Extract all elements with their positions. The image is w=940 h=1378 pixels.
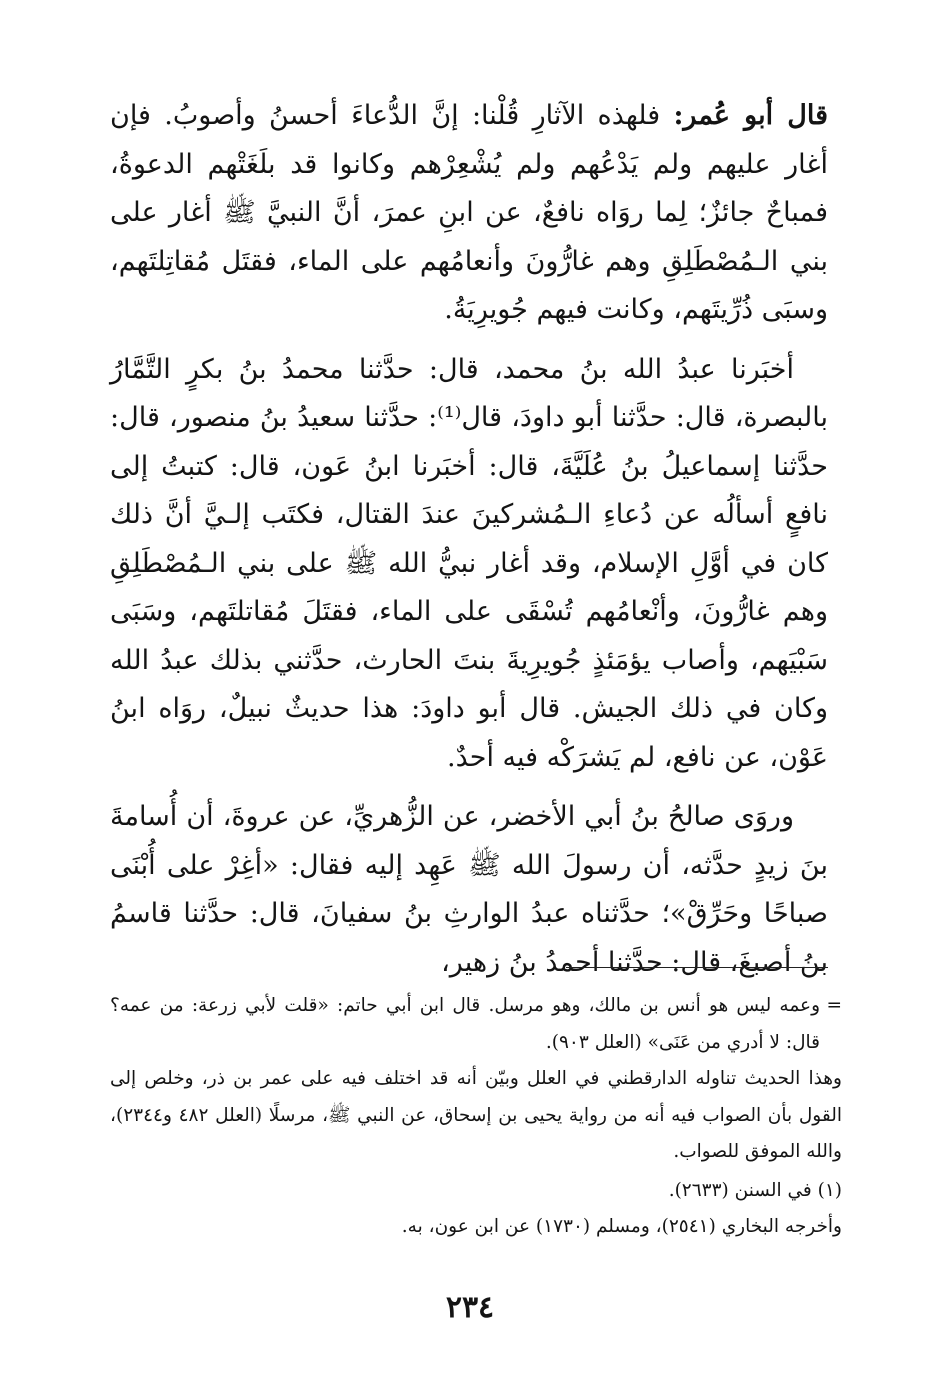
paragraph-1-text: فلهذه الآثارِ قُلْنا: إنَّ الدُّعاءَ أحسنُ وأصوبُ. فإن أغار عليهم ولم يَدْعُهم ولم يُشْعِرْهم وكانوا قد بلَغَتْهم الدعوةُ، فمباحٌ جائزٌ؛ لِما روَاه نافعٌ، عن ابنِ عمرَ، أنَّ النبيَّ ﷺ أغار على بني الـمُصْطَلِقِ وهم غارُّونَ وأنعامُهم على الماء، فقتَل مُقاتِلتَهم، وسبَى ذُرِّيتَهم، وكانت فيهم جُويرِيَةُ. <box>110 100 828 325</box>
footnote-continuation-1-text: وعمه ليس هو أنس بن مالك، وهو مرسل. قال ابن أبي حاتم: «قلت لأبي زرعة: من عمه؟ قال: لا أدري من عَنَى» (العلل ٩٠٣). <box>110 995 820 1053</box>
main-text <box>110 92 828 987</box>
footnote-continuation-1 <box>110 988 842 1061</box>
paragraph-1 <box>110 92 828 335</box>
footnote-1: (١) في السنن (٢٦٣٣). <box>668 1179 842 1201</box>
footnotes <box>110 988 842 1246</box>
paragraph-1-lead: قال أبو عُمر: <box>673 100 828 131</box>
footnote-1-extra: وأخرجه البخاري (٢٥٤١)، ومسلم (١٧٣٠) عن ابن عون، به. <box>401 1216 842 1237</box>
footnote-separator <box>566 967 828 968</box>
page-number: ٢٣٤ <box>445 1290 495 1325</box>
paragraph-2: أخبَرنا عبدُ الله بنُ محمد، قال: حدَّثنا محمدُ بنُ بكرٍ التَّمَّارُ بالبصرة، قال: حدَّثنا أبو داودَ، قال⁽¹⁾: حدَّثنا سعيدُ بنُ منصور، قال: حدَّثنا إسماعيلُ بنُ عُلَيَّةَ، قال: أخبَرنا ابنُ عَون، قال: كتبتُ إلى نافعٍ أسألُه عن دُعاءِ الـمُشركينَ عندَ القتال، فكتَب إلـيَّ أنَّ ذلك كان في أوَّلِ الإسلام، وقد أغار نبيُّ الله ﷺ على بني الـمُصْطَلِقِ وهم غارُّونَ، وأنْعامُهم تُسْقَى على الماء، فقتَلَ مُقاتلتَهم، وسَبَى سَبْيَهم، وأصاب يؤمَئذٍ جُويرِيةَ بنتَ الحارث، حدَّثني بذلك عبدُ الله وكان في ذلك الجيش. قال أبو داودَ: هذا حديثٌ نبيلٌ، روَاه ابنُ عَوْن، عن نافع، لم يَشرَكْه فيه أحدٌ. <box>110 353 828 773</box>
paragraph-3: وروَى صالحُ بنُ أبي الأخضر، عن الزُّهريِّ، عن عروةَ، أن أُسامةَ بنَ زيدٍ حدَّثه، أن رسولَ الله ﷺ عَهِد إليه فقال: «أغِرْ على أُبْنَى صباحًا وحَرِّقْ»؛ حدَّثناه عبدُ الوارثِ بنُ سفيانَ، قال: حدَّثنا قاسمُ بنُ أصبغَ، قال: حدَّثنا أحمدُ بنُ زهير، <box>110 801 828 978</box>
continuation-mark: = <box>826 995 842 1016</box>
footnote-continuation-2: وهذا الحديث تناوله الدارقطني في العلل وبيّن أنه قد اختلف فيه على عمر بن ذر، وخلص إلى القول بأن الصواب فيه أنه من رواية يحيى بن إسحاق، عن النبي ﷺ، مرسلًا (العلل ٤٨٢ و٢٣٤٤)، والله الموفق للصواب. <box>110 1068 842 1162</box>
